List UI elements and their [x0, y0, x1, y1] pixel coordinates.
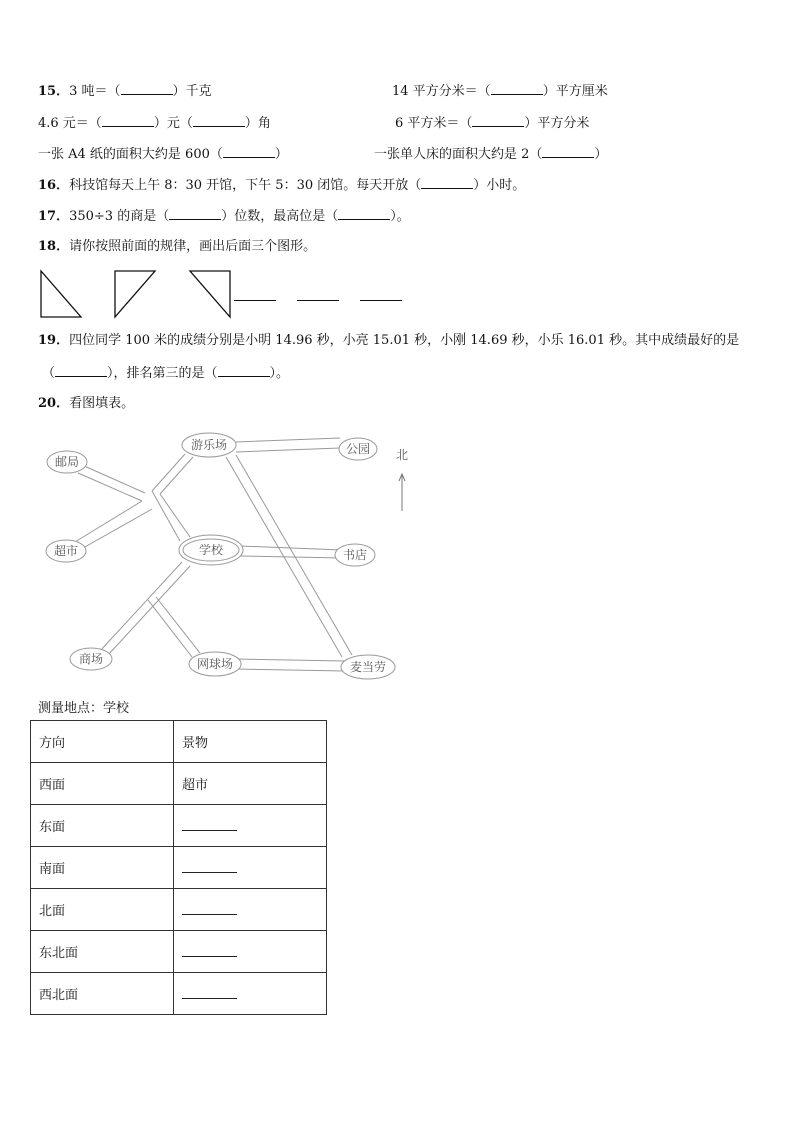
direction-table: [30, 720, 327, 1015]
q19-l2-post: ）。: [269, 366, 290, 381]
answer-line-1[interactable]: [234, 300, 276, 301]
q15-line1-right: [392, 82, 608, 101]
q15-e-pre: 一张 A4 纸的面积大约是 600（: [38, 147, 223, 162]
north-arrow: [396, 448, 408, 511]
triangle-pattern: [38, 268, 238, 320]
q15-c-blank1[interactable]: [102, 114, 154, 127]
q15-d-blank[interactable]: [472, 114, 524, 127]
triangle-3: [190, 271, 230, 317]
table-row: [31, 805, 327, 847]
q17: [38, 207, 410, 226]
table-row: [31, 931, 327, 973]
label-xuexiao: 学校: [198, 543, 224, 557]
answer-blank[interactable]: [182, 816, 237, 831]
table-row: [31, 847, 327, 889]
q18: [38, 238, 316, 256]
triangle-1: [41, 271, 81, 317]
q15-c-blank2[interactable]: [193, 114, 245, 127]
q15-d-post: ）平方分米: [524, 116, 590, 131]
direction-cell: 东北面: [31, 931, 174, 973]
q19-blank1[interactable]: [55, 364, 107, 377]
q15-line2-left: [38, 114, 271, 133]
label-wangqiuchang: 网球场: [196, 657, 234, 671]
table-row: [31, 889, 327, 931]
q15-line2-right: [395, 114, 589, 133]
q15-b-pre: 14 平方分米＝（: [392, 84, 491, 99]
landmark-cell: 超市: [174, 763, 327, 805]
q15-c-pre: 4.6 元＝（: [38, 116, 102, 131]
label-shangchang: 商场: [78, 652, 104, 666]
header-direction: 方向: [31, 721, 174, 763]
q15-f-blank[interactable]: [542, 145, 594, 158]
table-row: [31, 763, 327, 805]
q20-number: 20．: [38, 396, 70, 411]
q15-b-post: ）平方厘米: [542, 84, 608, 99]
q15-a-post: ）千克: [172, 84, 212, 99]
direction-cell: 东面: [31, 805, 174, 847]
q19-blank2[interactable]: [218, 364, 270, 377]
header-landmark: 景物: [174, 721, 327, 763]
q17-post: ）。: [390, 209, 410, 224]
q15-f-pre: 一张单人床的面积大约是 2（: [374, 147, 543, 162]
q16: [38, 176, 525, 195]
q17-mid: ）位数，最高位是（: [221, 209, 339, 224]
label-youju: 邮局: [54, 455, 80, 469]
q20: [38, 395, 134, 413]
answer-line-3[interactable]: [360, 300, 402, 301]
label-chaoshi: 超市: [53, 544, 79, 558]
q16-number: 16．: [38, 178, 70, 193]
q16-post: ）小时。: [473, 178, 526, 193]
direction-cell: 南面: [31, 847, 174, 889]
table-header-row: [31, 721, 327, 763]
q19-line2: [42, 364, 289, 383]
landmark-answer-cell[interactable]: [174, 805, 327, 847]
q19-l2-mid: ），排名第三的是（: [107, 366, 218, 381]
q17-blank2[interactable]: [338, 207, 390, 220]
q15-a-pre: 3 吨＝（: [69, 84, 121, 99]
q17-number: 17．: [38, 209, 70, 224]
q19-number: 19．: [38, 333, 70, 348]
label-north: 北: [395, 448, 409, 462]
answer-blank[interactable]: [182, 942, 237, 957]
answer-blank[interactable]: [182, 858, 237, 873]
q16-pre: 科技馆每天上午 8：30 开馆，下午 5：30 闭馆。每天开放（: [69, 178, 422, 193]
label-shudian: 书店: [342, 548, 368, 562]
direction-cell: 西面: [31, 763, 174, 805]
label-gongyuan: 公园: [345, 442, 371, 456]
q15-c-mid: ）元（: [153, 116, 193, 131]
answer-blank[interactable]: [182, 984, 237, 999]
q17-blank1[interactable]: [169, 207, 221, 220]
q20-text: 看图填表。: [69, 396, 135, 411]
triangle-2: [115, 271, 155, 317]
street-map: [30, 425, 420, 690]
landmark-answer-cell[interactable]: [174, 847, 327, 889]
q15-line3-right: [374, 145, 607, 164]
q16-blank[interactable]: [421, 176, 473, 189]
q15-b-blank[interactable]: [491, 82, 543, 95]
q19-line1: [38, 332, 739, 350]
q19-l2-pre: （: [42, 366, 56, 381]
q15-c-post: ）角: [244, 116, 271, 131]
q15-f-post: ）: [594, 147, 608, 162]
landmark-answer-cell[interactable]: [174, 973, 327, 1015]
q18-number: 18．: [38, 239, 70, 254]
direction-cell: 西北面: [31, 973, 174, 1015]
q15-line3-left: [38, 145, 288, 164]
q15-a-blank[interactable]: [121, 82, 173, 95]
landmark-answer-cell[interactable]: [174, 889, 327, 931]
q15-line1-left: [38, 82, 212, 101]
direction-cell: 北面: [31, 889, 174, 931]
q15-e-blank[interactable]: [223, 145, 275, 158]
q18-text: 请你按照前面的规律，画出后面三个图形。: [69, 239, 317, 254]
q15-e-post: ）: [274, 147, 288, 162]
landmark-answer-cell[interactable]: [174, 931, 327, 973]
label-youlechang: 游乐场: [190, 438, 228, 452]
q19-text: 四位同学 100 米的成绩分别是小明 14.96 秒，小亮 15.01 秒，小刚 14.69 秒，小乐 16.01 秒。其中成绩最好的是: [69, 333, 740, 348]
q15-d-pre: 6 平方米＝（: [395, 116, 473, 131]
table-row: [31, 973, 327, 1015]
q15-number: 15．: [38, 84, 70, 99]
label-maidanglao: 麦当劳: [349, 660, 387, 674]
measurement-caption: 测量地点：学校: [38, 701, 130, 716]
answer-line-2[interactable]: [297, 300, 339, 301]
q17-pre: 350÷3 的商是（: [69, 209, 170, 224]
answer-blank[interactable]: [182, 900, 237, 915]
